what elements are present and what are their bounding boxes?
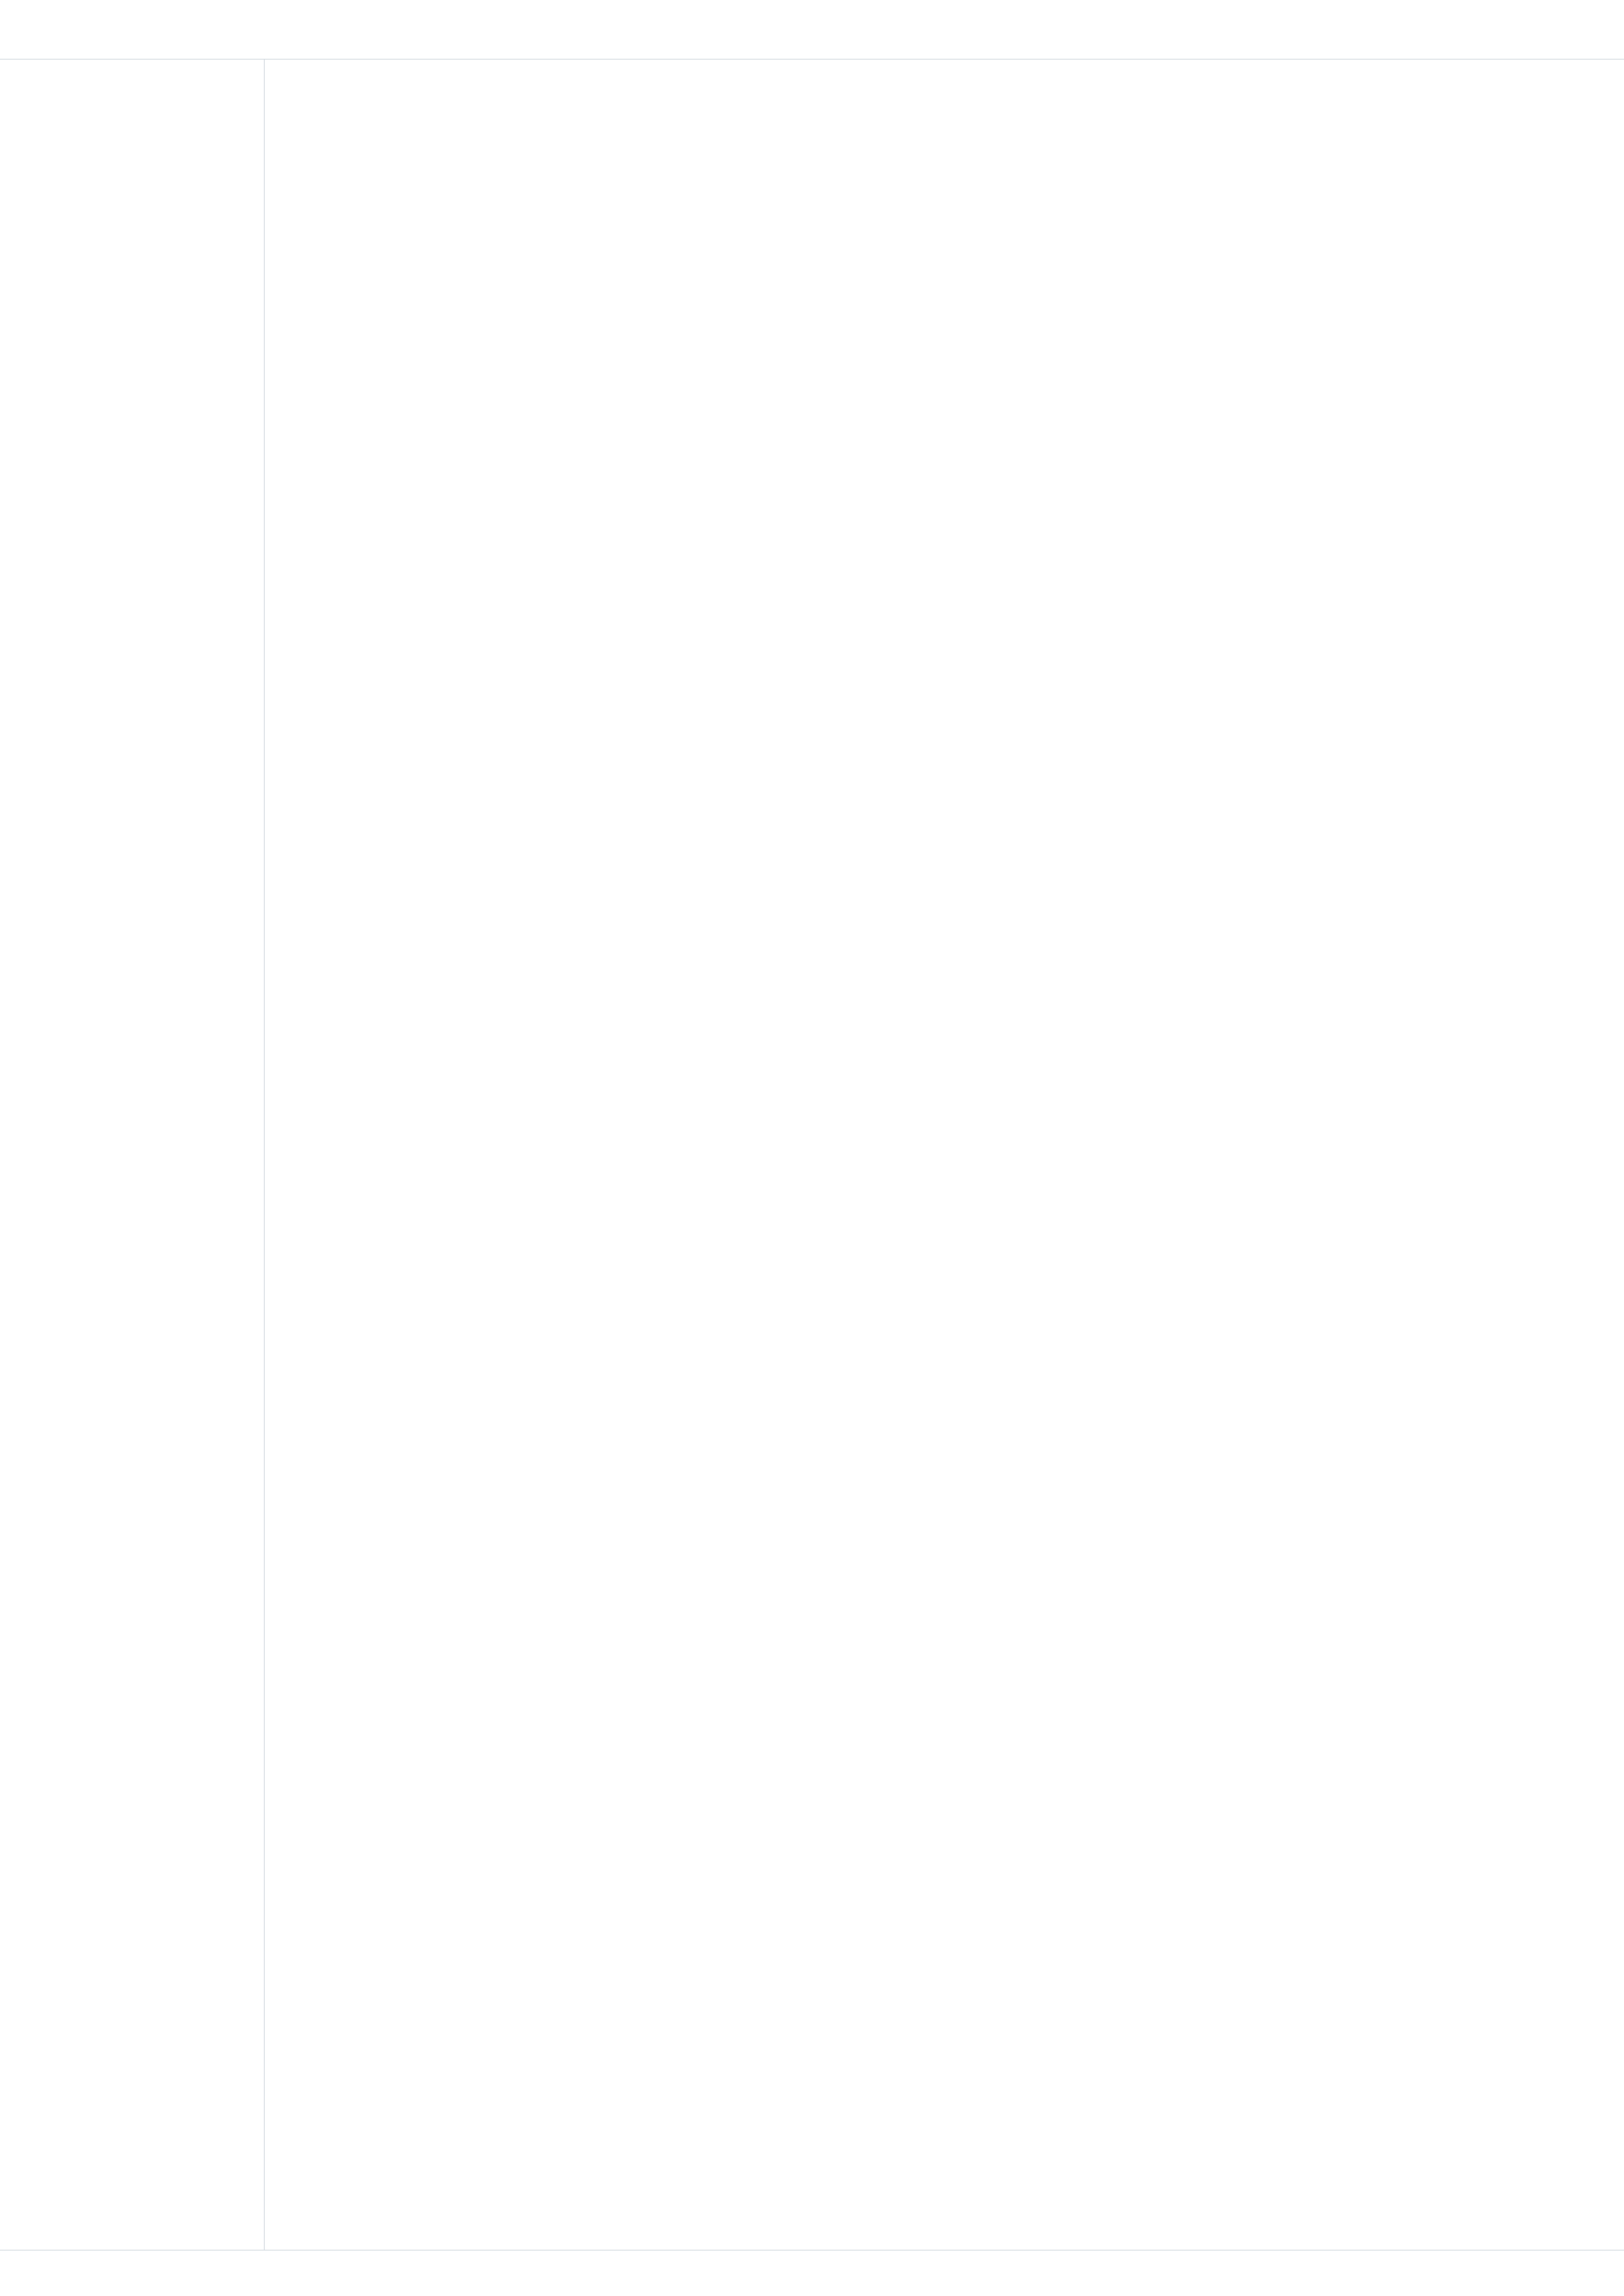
footer — [0, 2250, 1624, 2296]
sidebar — [0, 60, 265, 2250]
page-body — [0, 60, 1624, 2250]
header — [0, 0, 1624, 60]
page-title — [291, 86, 1598, 114]
main-content — [265, 60, 1624, 2250]
